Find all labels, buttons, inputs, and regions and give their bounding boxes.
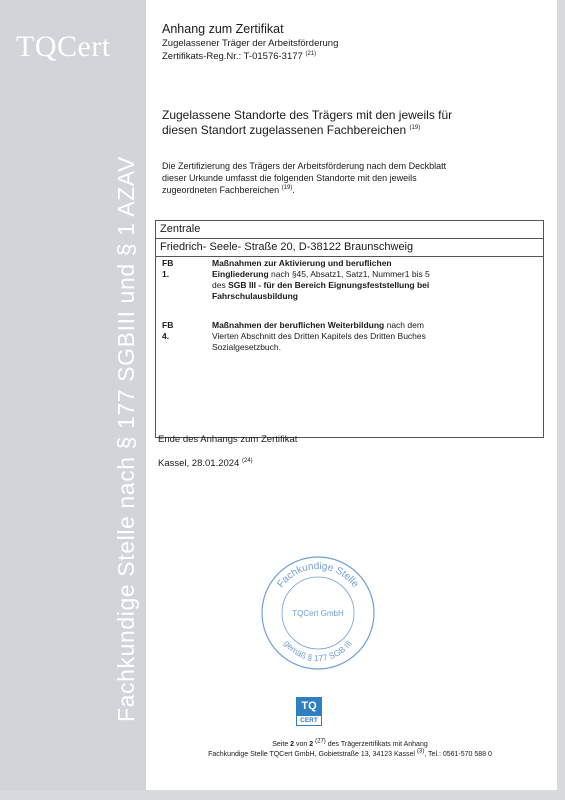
reg-label: Zertifikats-Reg.Nr.: T-01576-3177 xyxy=(162,51,303,62)
heading-line-2-text: diesen Standort zugelassenen Fachbereichen xyxy=(162,123,407,137)
footer-line-2 xyxy=(150,750,550,760)
fb4-line-2: Vierten Abschnitt des Dritten Kapitels des Dritten Buches xyxy=(212,331,426,341)
place-date xyxy=(158,458,253,469)
fb1-line-2-rest: nach §45, Absatz1, Satz1, Nummer1 bis 5 xyxy=(268,269,430,279)
brand-logo-text: TQCert xyxy=(16,30,111,63)
stamp-center-text: TQCert GmbH xyxy=(292,609,344,618)
footer-page: 2 xyxy=(290,741,295,748)
footer-p2: von xyxy=(294,741,310,748)
section-heading xyxy=(162,108,542,138)
location-box xyxy=(155,220,544,438)
fb1-line-1: Maßnahmen zur Aktivierung und beruflichen xyxy=(212,258,392,268)
intro-paragraph xyxy=(162,160,517,196)
fb1-line-4: Fahrschulausbildung xyxy=(212,291,298,301)
footer-total: 2 xyxy=(309,741,314,748)
location-name: Zentrale xyxy=(156,221,543,239)
place-date-ref: (24) xyxy=(241,457,253,464)
intro-line-3-text: zugeordneten Fachbereichen xyxy=(162,185,280,195)
logo-top: TQ xyxy=(296,697,322,715)
sidebar-vertical-text: Fachkundige Stelle nach § 177 SGBIII und § 1 AZAV xyxy=(113,156,139,722)
heading-line-1: Zugelassene Standorte des Trägers mit den jeweils für xyxy=(162,108,453,122)
fb1-text xyxy=(212,258,512,302)
fb4-line-1-rest: nach dem xyxy=(384,320,424,330)
location-address: Friedrich- Seele- Straße 20, D-38122 Braunschweig xyxy=(156,239,543,257)
intro-line-2: dieser Urkunde umfasst die folgenden Standorte mit den jeweils xyxy=(162,173,417,183)
stamp-bottom-text: gemäß § 177 SGB III xyxy=(282,638,354,664)
sidebar xyxy=(0,0,146,790)
footer-line-1 xyxy=(150,740,550,750)
heading-ref: (19) xyxy=(409,125,421,131)
intro-end: . xyxy=(292,185,295,195)
fb4-text xyxy=(212,320,512,353)
fb1-line-3-bold: SGB III - für den Bereich Eignungsfeststellung bei xyxy=(228,280,430,290)
footer-ref-2: (3) xyxy=(416,748,425,755)
footer xyxy=(150,740,550,760)
header-reg-number xyxy=(162,51,338,62)
intro-ref: (19) xyxy=(281,185,293,191)
intro-line-1: Die Zertifizierung des Trägers der Arbeitsförderung nach dem Deckblatt xyxy=(162,161,447,171)
footer-p1: Seite xyxy=(272,741,291,748)
fb4-line-3: Sozialgesetzbuch. xyxy=(212,342,281,352)
heading-line-2 xyxy=(162,123,542,138)
footer-ref-1: (27) xyxy=(315,738,326,745)
footer-line-2-end: , Tel.: 0561-570 588 0 xyxy=(424,751,492,758)
footer-p3: des Trägerzertifikats mit Anhang xyxy=(325,741,428,748)
stamp-top-text: Fachkundige Stelle xyxy=(275,560,361,590)
fb1-line-3-pre: des xyxy=(212,280,229,290)
tqcert-logo xyxy=(296,697,322,727)
fb4-code: FB 4. xyxy=(162,320,174,341)
intro-line-3 xyxy=(162,184,517,196)
fb1-code: FB 1. xyxy=(162,258,174,279)
place-date-text: Kassel, 28.01.2024 xyxy=(158,458,240,469)
document-header xyxy=(162,22,338,62)
logo-bottom: CERT xyxy=(296,715,322,726)
fb4-line-1-bold: Maßnahmen der beruflichen Weiterbildung xyxy=(212,320,385,330)
end-of-annex-text: Ende des Anhangs zum Zertifikat xyxy=(158,434,298,445)
header-subtitle: Zugelassener Träger der Arbeitsförderung xyxy=(162,38,339,49)
footer-line-2-text: Fachkundige Stelle TQCert GmbH, Gobietstraße 13, 34123 Kassel xyxy=(208,751,415,758)
official-stamp xyxy=(258,553,378,673)
reg-ref: (21) xyxy=(305,50,317,57)
fb1-line-2-bold: Eingliederung xyxy=(212,269,269,279)
header-title: Anhang zum Zertifikat xyxy=(162,22,284,36)
